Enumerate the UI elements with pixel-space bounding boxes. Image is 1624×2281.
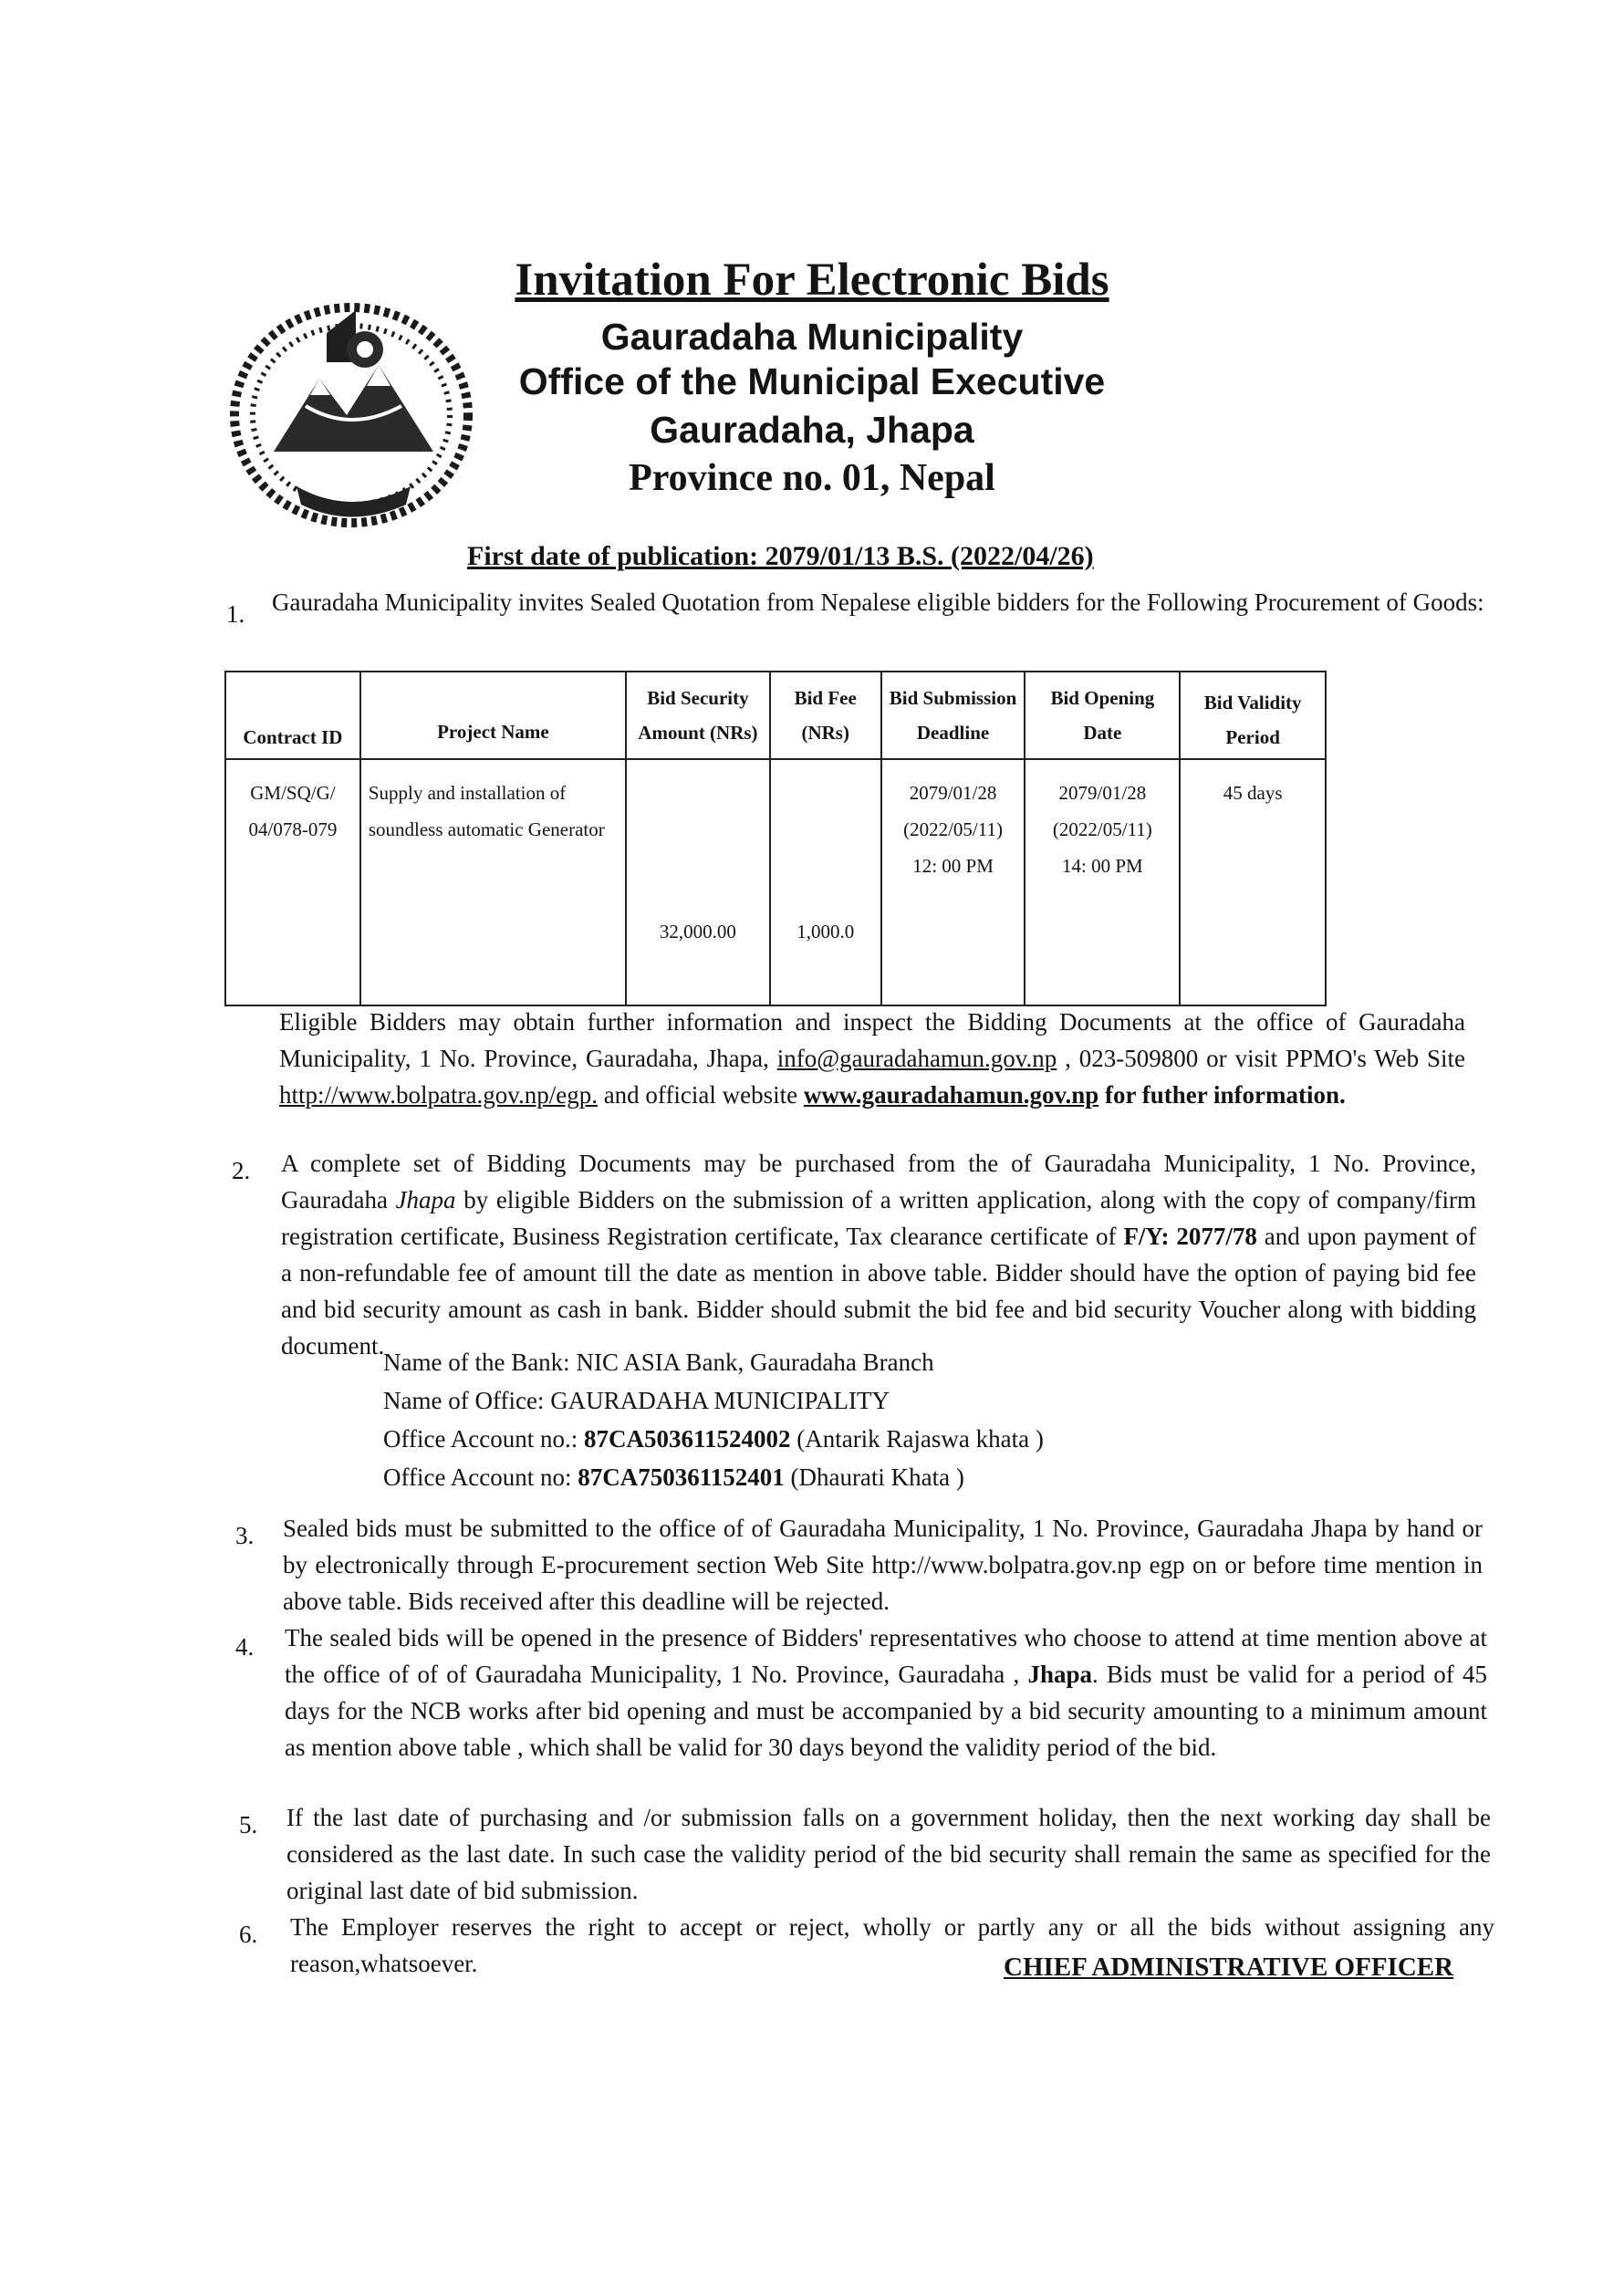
project-name-cell: Supply and installation of soundless automatic Generator	[360, 759, 626, 1005]
item-text: Jhapa	[1027, 1661, 1092, 1688]
item-text: . Bids must be valid for a period of 45 days for the NCB works after bid opening and must be accompanied by a bid security amounting to a minimum amount as mention above table , which shall be valid for 30 days beyond the validity period of the bid.	[285, 1661, 1488, 1761]
email-link[interactable]: info@gauradahamun.gov.np	[776, 1045, 1057, 1072]
item-4-paragraph	[285, 1620, 1487, 1765]
opening-date-bs: 2079/01/28	[1058, 782, 1147, 804]
table-header-row	[225, 672, 1326, 759]
info-text: for futher information.	[1098, 1081, 1346, 1109]
item-number: 2.	[232, 1157, 251, 1184]
account-number: 87CA503611524002	[583, 1425, 791, 1453]
item-text: The sealed bids will be opened in the presence of Bidders' representatives who choose to attend at time mention above at the office of of of Gauradaha Municipality, 1 No. Province, Gauradaha ,	[285, 1624, 1487, 1688]
signature-title: CHIEF ADMINISTRATIVE OFFICER	[1004, 1953, 1454, 1982]
bid-table	[224, 671, 1327, 1006]
fiscal-year: F/Y: 2077/78	[1123, 1223, 1257, 1250]
item-number: 4.	[235, 1633, 255, 1661]
account-note: (Dhaurati Khata )	[784, 1463, 964, 1491]
info-paragraph	[279, 1004, 1465, 1113]
table-row	[225, 759, 1326, 1005]
account-note: (Antarik Rajaswa khata )	[790, 1425, 1044, 1453]
bank-name-line	[383, 1349, 934, 1377]
item-text: Jhapa	[395, 1186, 456, 1213]
column-header: Bid Submission Deadline	[881, 672, 1025, 759]
publication-date: First date of publication: 2079/01/13 B.S. (2022/04/26)	[467, 541, 1094, 571]
item-2-paragraph	[281, 1145, 1476, 1364]
item-6-paragraph: The Employer reserves the right to accept or reject, wholly or partly any or all the bids without assigning any reason,whatsoever.	[290, 1913, 1494, 1977]
office-name-value: GAURADAHA MUNICIPALITY	[550, 1387, 890, 1414]
item-number: 1.	[226, 600, 245, 628]
website-link[interactable]: www.gauradahamun.gov.np	[803, 1081, 1099, 1109]
opening-date-cell	[1025, 759, 1180, 1005]
column-header: Bid Security Amount (NRs)	[626, 672, 770, 759]
contract-id-cell: GM/SQ/G/ 04/078-079	[225, 759, 360, 1005]
document-title: Invitation For Electronic Bids	[515, 255, 1109, 306]
info-text: Eligible Bidders may obtain further information and inspect the Bidding Documents at the office of Gauradaha Municipality, 1 No. Province, Gauradaha, Jhapa,	[279, 1008, 1465, 1072]
submission-deadline-cell	[881, 759, 1025, 1005]
item-text: A complete set of Bidding Documents may be purchased from the of Gauradaha Municipality, 1 No. Province, Gauradaha	[281, 1150, 1476, 1213]
bid-security-cell: 32,000.00	[626, 759, 770, 1005]
item-number: 3.	[235, 1522, 255, 1549]
location-name: Gauradaha, Jhapa	[650, 409, 974, 451]
item-3-paragraph: Sealed bids must be submitted to the office of of Gauradaha Municipality, 1 No. Province, Gauradaha Jhapa by hand or by electronically through E-procurement section Web Site http://www.bolpatra.gov.np egp on or before time mention in above table. Bids received after this deadline will be rejected.	[283, 1515, 1483, 1615]
office-name-line	[383, 1387, 890, 1415]
item-number: 6.	[239, 1921, 258, 1948]
item-text: and upon payment of a non-refundable fee of amount till the date as mention in above table. Bidder should have the option of paying bid fee and bid security amount as cash in bank. Bidder should submit the bid fee and bid security Voucher along with bidding document.	[281, 1223, 1476, 1359]
column-header: Bid Fee (NRs)	[770, 672, 881, 759]
bank-name: NIC ASIA Bank, Gauradaha Branch	[576, 1349, 934, 1376]
account-label: Office Account no.:	[383, 1425, 584, 1453]
office-name: Office of the Municipal Executive	[518, 360, 1106, 402]
account-number: 87CA750361152401	[578, 1463, 785, 1491]
nepal-emblem-icon	[219, 278, 484, 534]
account-label: Office Account no:	[383, 1463, 578, 1491]
office-label: Name of Office:	[383, 1387, 551, 1414]
ppmo-link[interactable]: http://www.bolpatra.gov.np/egp.	[279, 1081, 598, 1109]
submission-date-ad: (2022/05/11)	[903, 818, 1003, 840]
organization-name: Gauradaha Municipality	[600, 316, 1024, 358]
submission-time: 12: 00 PM	[912, 855, 994, 877]
opening-time: 14: 00 PM	[1062, 855, 1143, 877]
column-header: Bid Validity Period	[1180, 672, 1326, 759]
column-header: Bid Opening Date	[1025, 672, 1180, 759]
account-line-1	[383, 1425, 1044, 1453]
province-name: Province no. 01, Nepal	[629, 457, 995, 499]
bid-fee-cell: 1,000.0	[770, 759, 881, 1005]
validity-cell: 45 days	[1180, 759, 1326, 1005]
item-number: 5.	[239, 1811, 258, 1838]
info-text: and official website	[597, 1081, 804, 1109]
info-text: , 023-509800 or visit PPMO's Web Site	[1057, 1045, 1465, 1072]
item-text: by eligible Bidders on the submission of a written application, along with the copy of company/firm registration certificate, Business Registration certificate, Tax clearance certificate of	[281, 1186, 1476, 1250]
bank-label: Name of the Bank:	[383, 1349, 577, 1376]
item-5-paragraph: If the last date of purchasing and /or submission falls on a government holiday, then the next working day shall be considered as the last date. In such case the validity period of the bid security shall remain the same as specified for the original last date of bid submission.	[286, 1804, 1491, 1904]
opening-date-ad: (2022/05/11)	[1052, 818, 1152, 840]
intro-paragraph: Gauradaha Municipality invites Sealed Quotation from Nepalese eligible bidders for the Following Procurement of Goods:	[272, 588, 1484, 616]
column-header: Contract ID	[225, 672, 360, 759]
submission-date-bs: 2079/01/28	[909, 782, 997, 804]
column-header: Project Name	[360, 672, 626, 759]
account-line-2	[383, 1463, 964, 1492]
